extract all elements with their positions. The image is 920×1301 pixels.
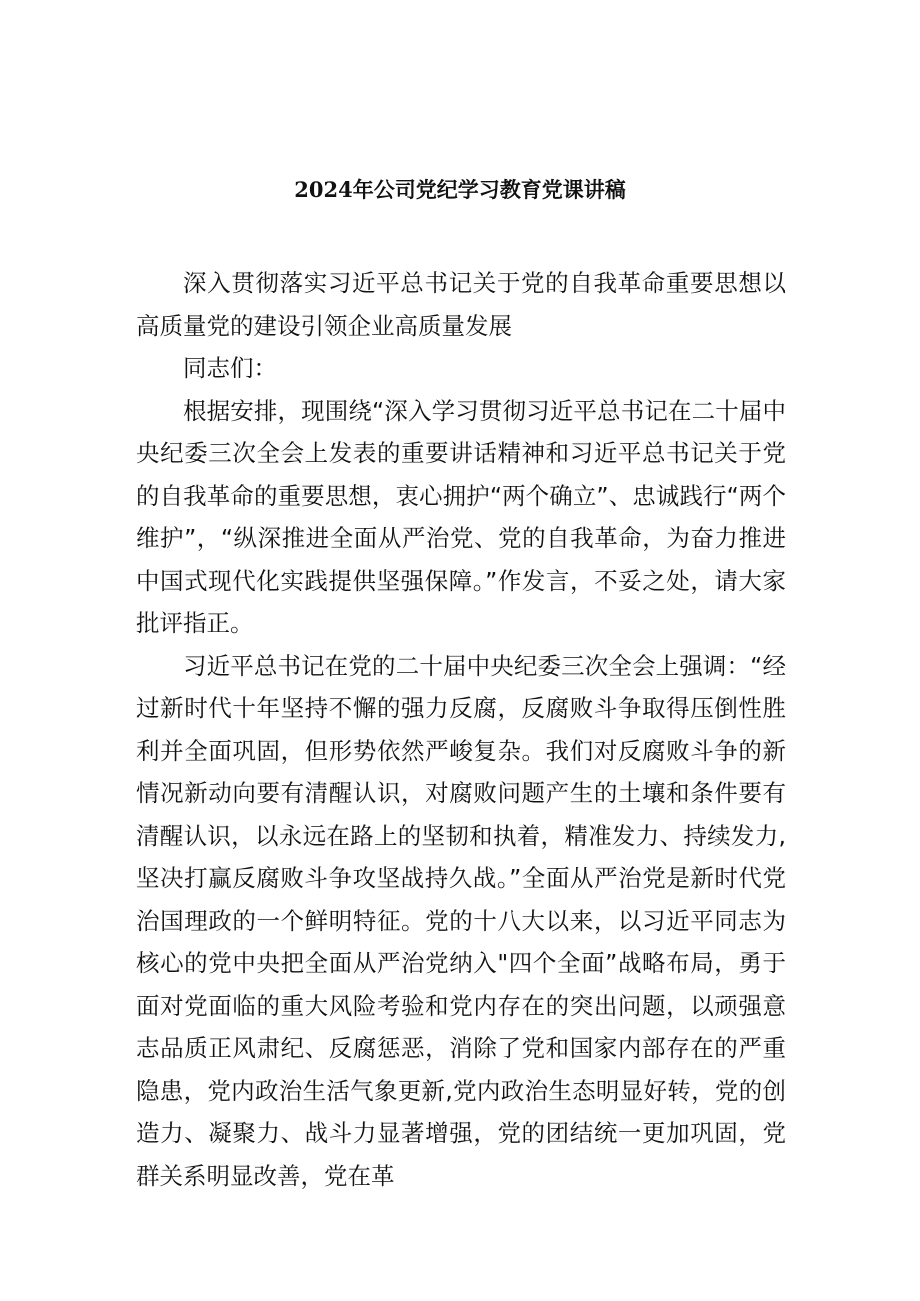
body-paragraph: 习近平总书记在党的二十届中央纪委三次全会上强调：“经过新时代十年坚持不懈的强力反腐，反腐败斗争取得压倒性胜利并全面巩固，但形势依然严峻复杂。我们对反腐败斗争的新情况新动向要有清醒认识，对腐败问题产生的土壤和条件要有清醒认识，以永远在路上的坚韧和执着，精准发力、持续发力,坚决打赢反腐败斗争攻坚战持久战。”全面从严治党是新时代党治国理政的一个鲜明特征。党的十八大以来，以习近平同志为核心的党中央把全面从严治党纳入"四个全面”战略布局，勇于面对党面临的重大风险考验和党内存在的突出问题，以顽强意志品质正风肃纪、反腐惩恶，消除了党和国家内部存在的严重隐患，党内政治生活气象更新,党内政治生态明显好转，党的创造力、凝聚力、战斗力显著增强，党的团结统一更加巩固，党群关系明显改善，党在革	[136, 651, 786, 1190]
document-title: 2024年公司党纪学习教育党课讲稿	[294, 177, 626, 202]
document-body	[136, 262, 786, 1197]
subtitle-paragraph: 深入贯彻落实习近平总书记关于党的自我革命重要思想以高质量党的建设引领企业高质量发展	[136, 269, 786, 340]
body-paragraph: 根据安排，现围绕“深入学习贯彻习近平总书记在二十届中央纪委三次全会上发表的重要讲话精神和习近平总书记关于党的自我革命的重要思想，衷心拥护“两个确立”、忠诚践行“两个维护”，“纵深推进全面从严治党、党的自我革命，为奋力推进中国式现代化实践提供坚强保障。”作发言，不妥之处，请大家批评指正。	[136, 396, 786, 637]
salutation-paragraph: 同志们：	[183, 354, 277, 382]
